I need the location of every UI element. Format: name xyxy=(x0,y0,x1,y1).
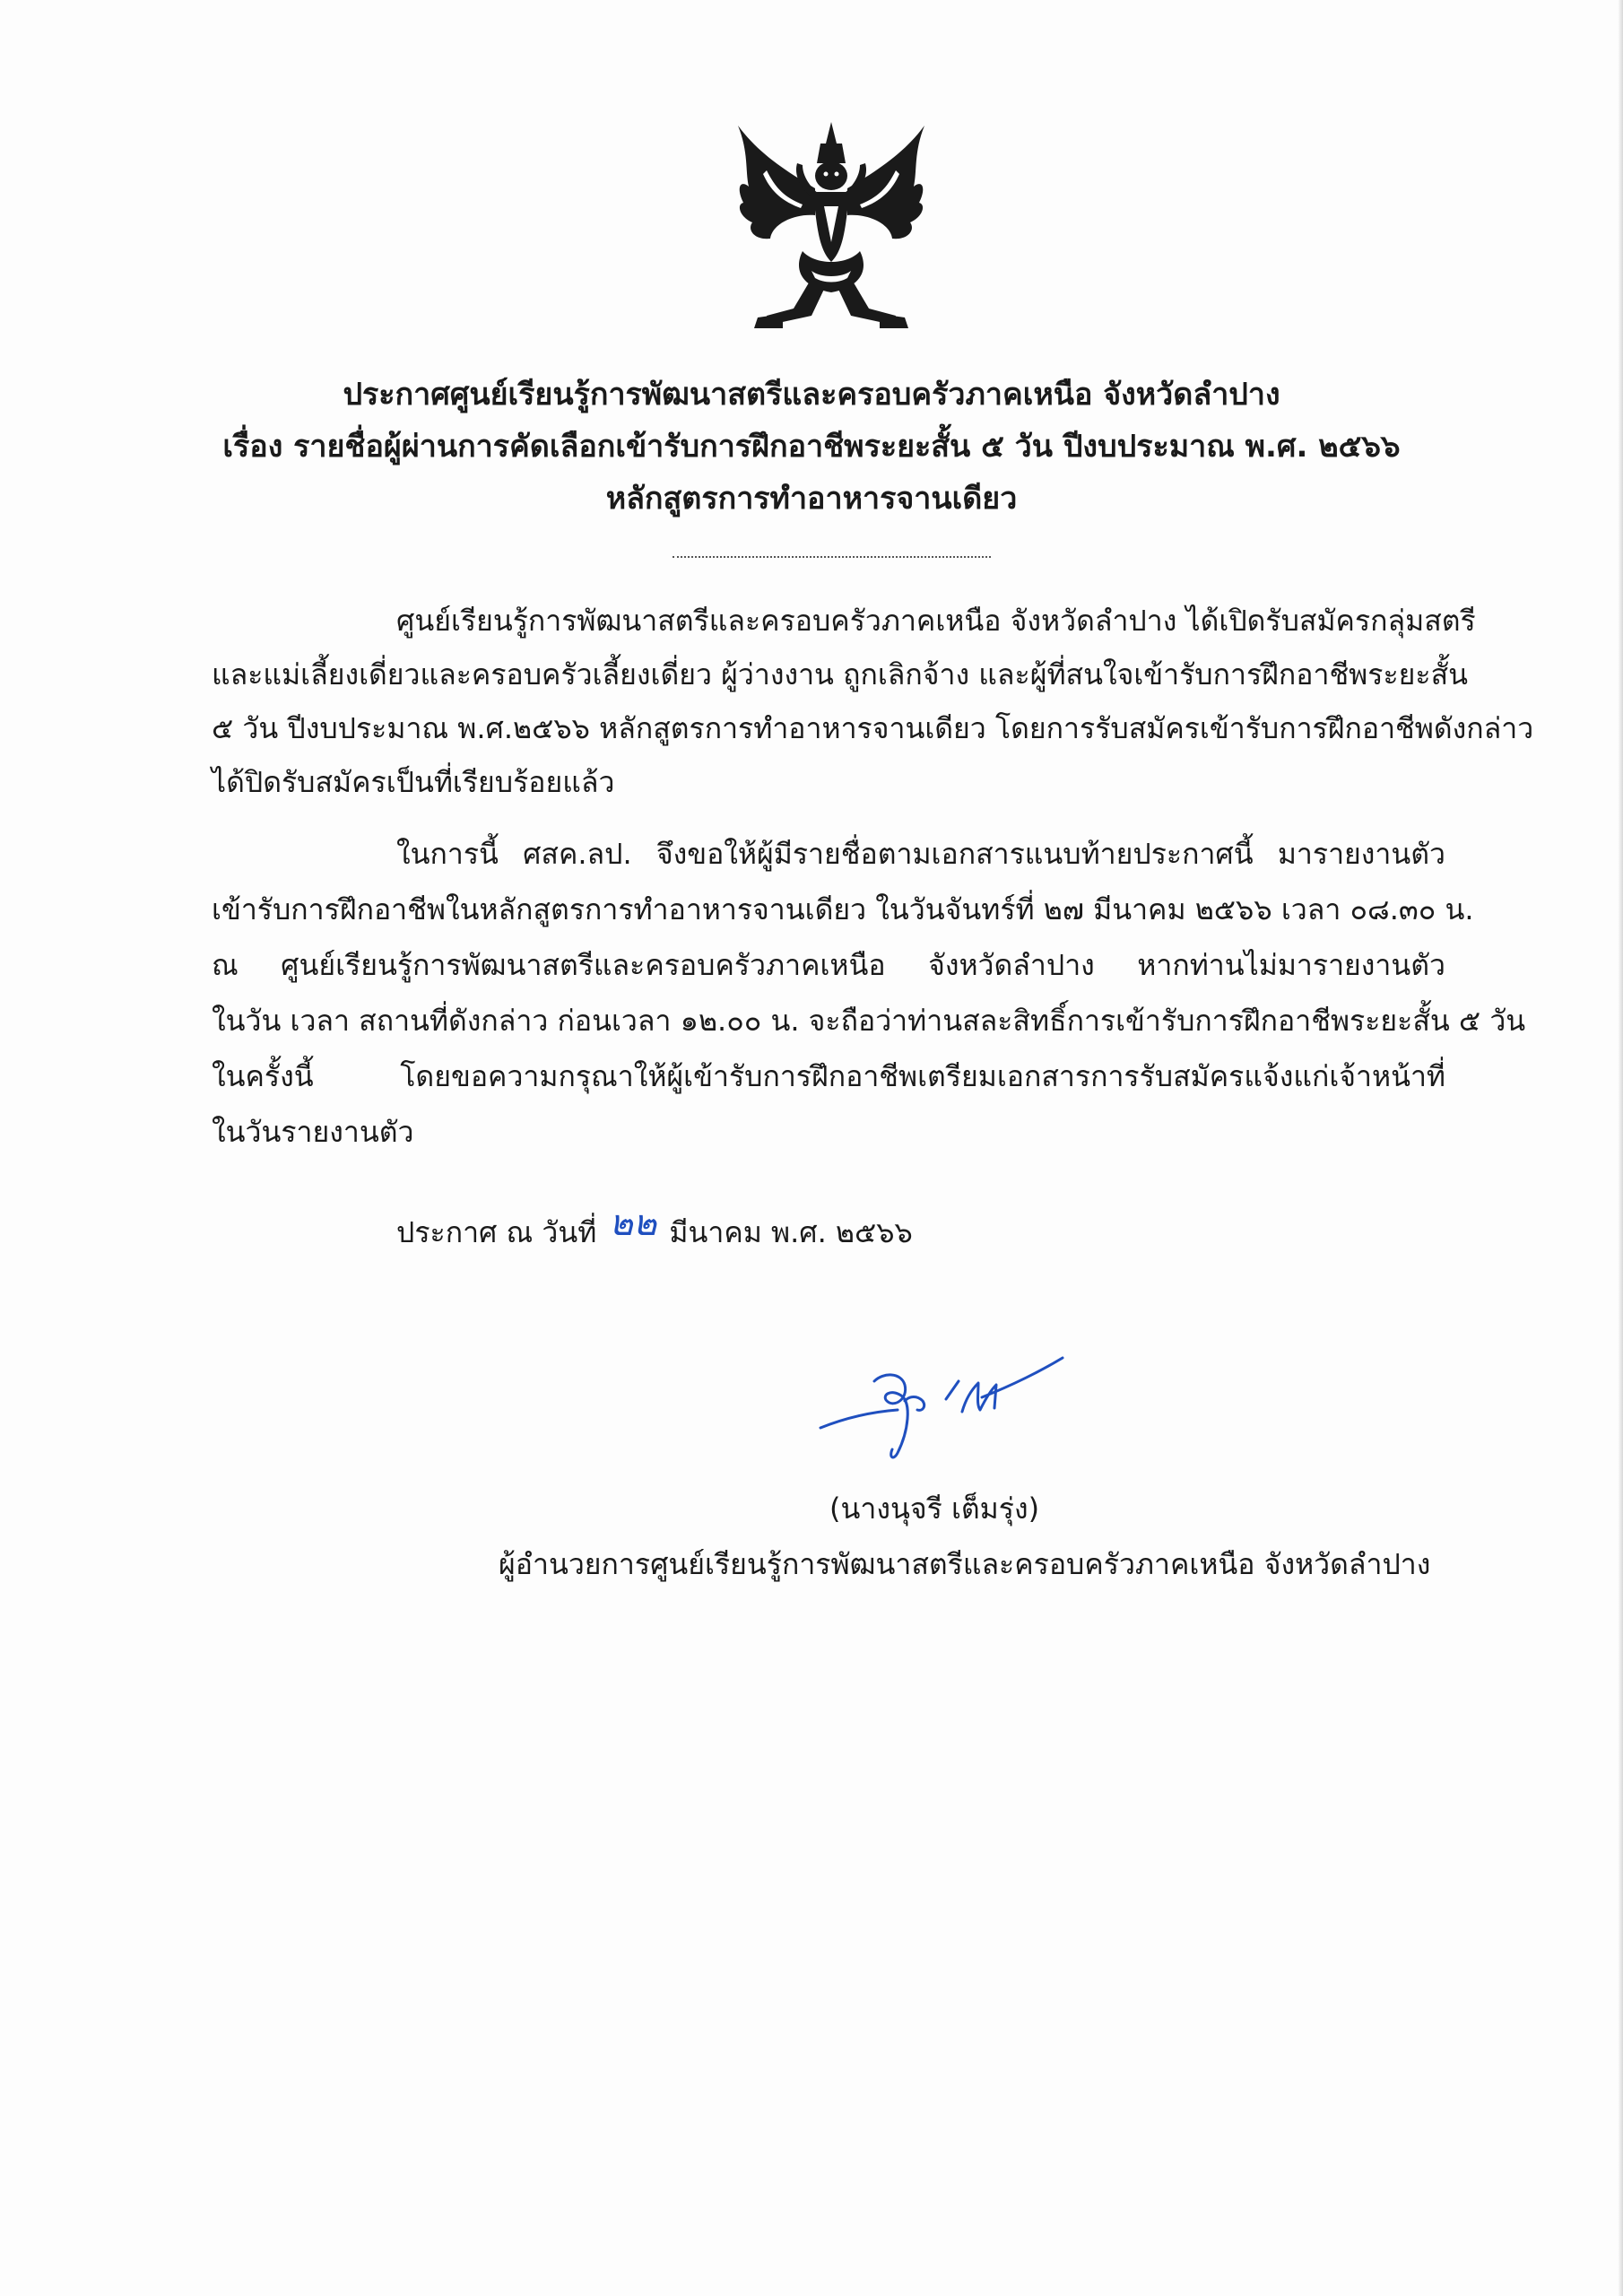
course-title: หลักสูตรการทำอาหารจานเดียว xyxy=(605,481,1018,517)
paragraph-2-line-5: ในครั้งนี้ โดยขอความกรุณาให้ผู้เข้ารับการฝึกอาชีพเตรียมเอกสารการรับสมัครแจ้งแก่เจ้าหน้าที่ xyxy=(212,1059,1445,1093)
announcement-date-suffix: มีนาคม พ.ศ. ๒๕๖๖ xyxy=(669,1215,913,1249)
paragraph-2-line-2: เข้ารับการฝึกอาชีพในหลักสูตรการทำอาหารจานเดียว ในวันจันทร์ที่ ๒๗ มีนาคม ๒๕๖๖ เวลา ๐๘.๓๐ น. xyxy=(212,892,1474,926)
garuda-emblem-icon xyxy=(731,117,933,336)
paragraph-2-line-1: ในการนี้ ศสค.ลป. จึงขอให้ผู้มีรายชื่อตามเอกสารแนบท้ายประกาศนี้ มารายงานตัว xyxy=(396,837,1445,871)
paragraph-1-line-2: และแม่เลี้ยงเดี่ยวและครอบครัวเลี้ยงเดี่ยว ผู้ว่างงาน ถูกเลิกจ้าง และผู้ที่สนใจเข้ารับการฝึกอาชีพระยะสั้น xyxy=(212,657,1468,691)
paragraph-1-line-1: ศูนย์เรียนรู้การพัฒนาสตรีและครอบครัวภาคเหนือ จังหวัดลำปาง ได้เปิดรับสมัครกลุ่มสตรี xyxy=(396,604,1476,638)
paragraph-2-line-4: ในวัน เวลา สถานที่ดังกล่าว ก่อนเวลา ๑๒.๐๐ น. จะถือว่าท่านสละสิทธิ์การเข้ารับการฝึกอาชีพระยะสั้น ๕ วัน xyxy=(212,1004,1526,1038)
page-edge-shadow xyxy=(1618,0,1623,2296)
paragraph-1-line-4: ได้ปิดรับสมัครเป็นที่เรียบร้อยแล้ว xyxy=(212,765,615,799)
paragraph-1-line-3: ๕ วัน ปีงบประมาณ พ.ศ.๒๕๖๖ หลักสูตรการทำอาหารจานเดียว โดยการรับสมัครเข้ารับการฝึกอาชีพดังกล่าว xyxy=(212,711,1534,745)
announcement-subject: เรื่อง รายชื่อผู้ผ่านการคัดเลือกเข้ารับการฝึกอาชีพระยะสั้น ๕ วัน ปีงบประมาณ พ.ศ. ๒๕๖๖ xyxy=(222,429,1401,465)
signer-name: (นางนุจรี เต็มรุ่ง) xyxy=(829,1492,1040,1526)
signer-title: ผู้อำนวยการศูนย์เรียนรู้การพัฒนาสตรีและครอบครัวภาคเหนือ จังหวัดลำปาง xyxy=(499,1547,1431,1581)
announcement-date-prefix: ประกาศ ณ วันที่ xyxy=(396,1215,597,1249)
announcement-heading: ประกาศศูนย์เรียนรู้การพัฒนาสตรีและครอบครัวภาคเหนือ จังหวัดลำปาง xyxy=(343,377,1280,413)
handwritten-signature xyxy=(812,1345,1067,1480)
paragraph-2-line-3: ณ ศูนย์เรียนรู้การพัฒนาสตรีและครอบครัวภาคเหนือ จังหวัดลำปาง หากท่านไม่มารายงานตัว xyxy=(212,948,1445,982)
paragraph-2-line-6: ในวันรายงานตัว xyxy=(212,1115,414,1149)
dotted-divider xyxy=(673,556,991,558)
handwritten-day: ๒๒ xyxy=(609,1203,657,1244)
announcement-date xyxy=(396,1203,913,1250)
